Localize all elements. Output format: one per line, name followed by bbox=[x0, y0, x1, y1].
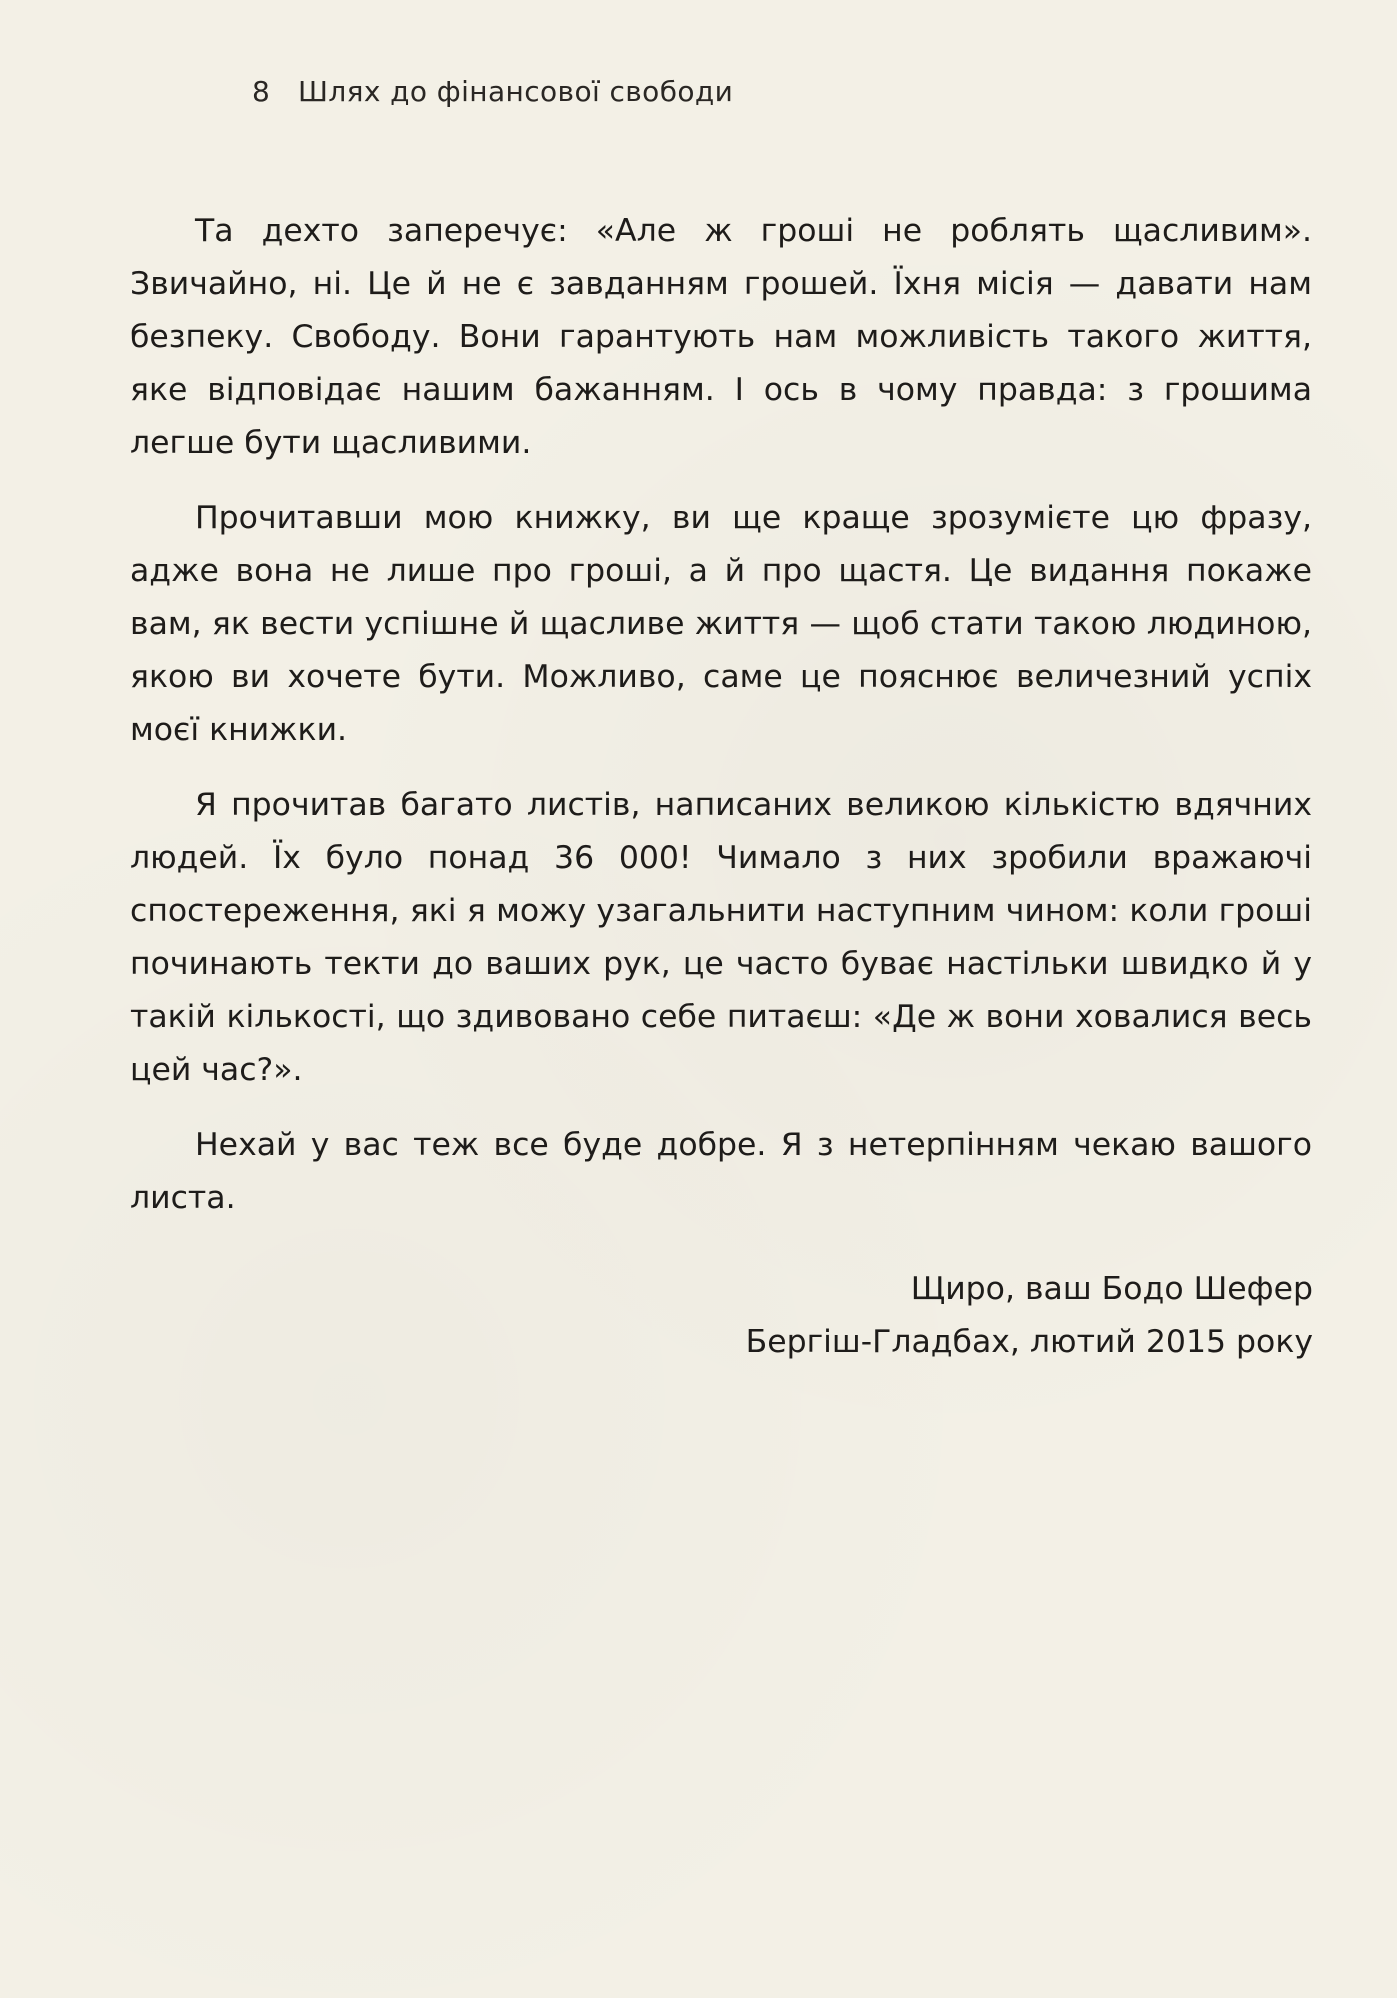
running-title: Шлях до фінансової свободи bbox=[298, 75, 734, 108]
paragraph-2: Прочитавши мою книжку, ви ще краще зрозумієте цю фразу, адже вона не лише про гроші, а й про щастя. Це видання покаже вам, як вести успішне й щасливе життя — щоб стати такою людиною, якою ви хочете бути. Можливо, саме це пояснює величезний успіх моєї книжки. bbox=[130, 500, 1312, 748]
page-number: 8 bbox=[252, 75, 271, 108]
signature-line-1: Щиро, ваш Бодо Шефер bbox=[910, 1271, 1313, 1307]
paragraph-3: Я прочитав багато листів, написаних великою кількістю вдячних людей. Їх було понад 36 000! Чимало з них зробили вражаючі спостереження, які я можу узагальнити наступним чином: коли гроші починають текти до ваших рук, це часто буває настільки швидко й у такій кількості, що здивовано себе питаєш: «Де ж вони ховалися весь цей час?». bbox=[130, 787, 1312, 1088]
main-text bbox=[130, 205, 1312, 1247]
paragraph-4: Нехай у вас теж все буде добре. Я з нетерпінням чекаю вашого листа. bbox=[130, 1127, 1312, 1216]
running-head bbox=[252, 75, 733, 108]
signature-line-2: Бергіш-Гладбах, лютий 2015 року bbox=[745, 1324, 1313, 1360]
paragraph-1: Та дехто заперечує: «Але ж гроші не роблять щасливим». Звичайно, ні. Це й не є завданням грошей. Їхня місія — давати нам безпеку. Свободу. Вони гарантують нам можливість такого життя, яке відповідає нашим бажанням. І ось в чому правда: з грошима легше бути щасливими. bbox=[130, 213, 1312, 461]
signature-block bbox=[746, 1263, 1313, 1369]
